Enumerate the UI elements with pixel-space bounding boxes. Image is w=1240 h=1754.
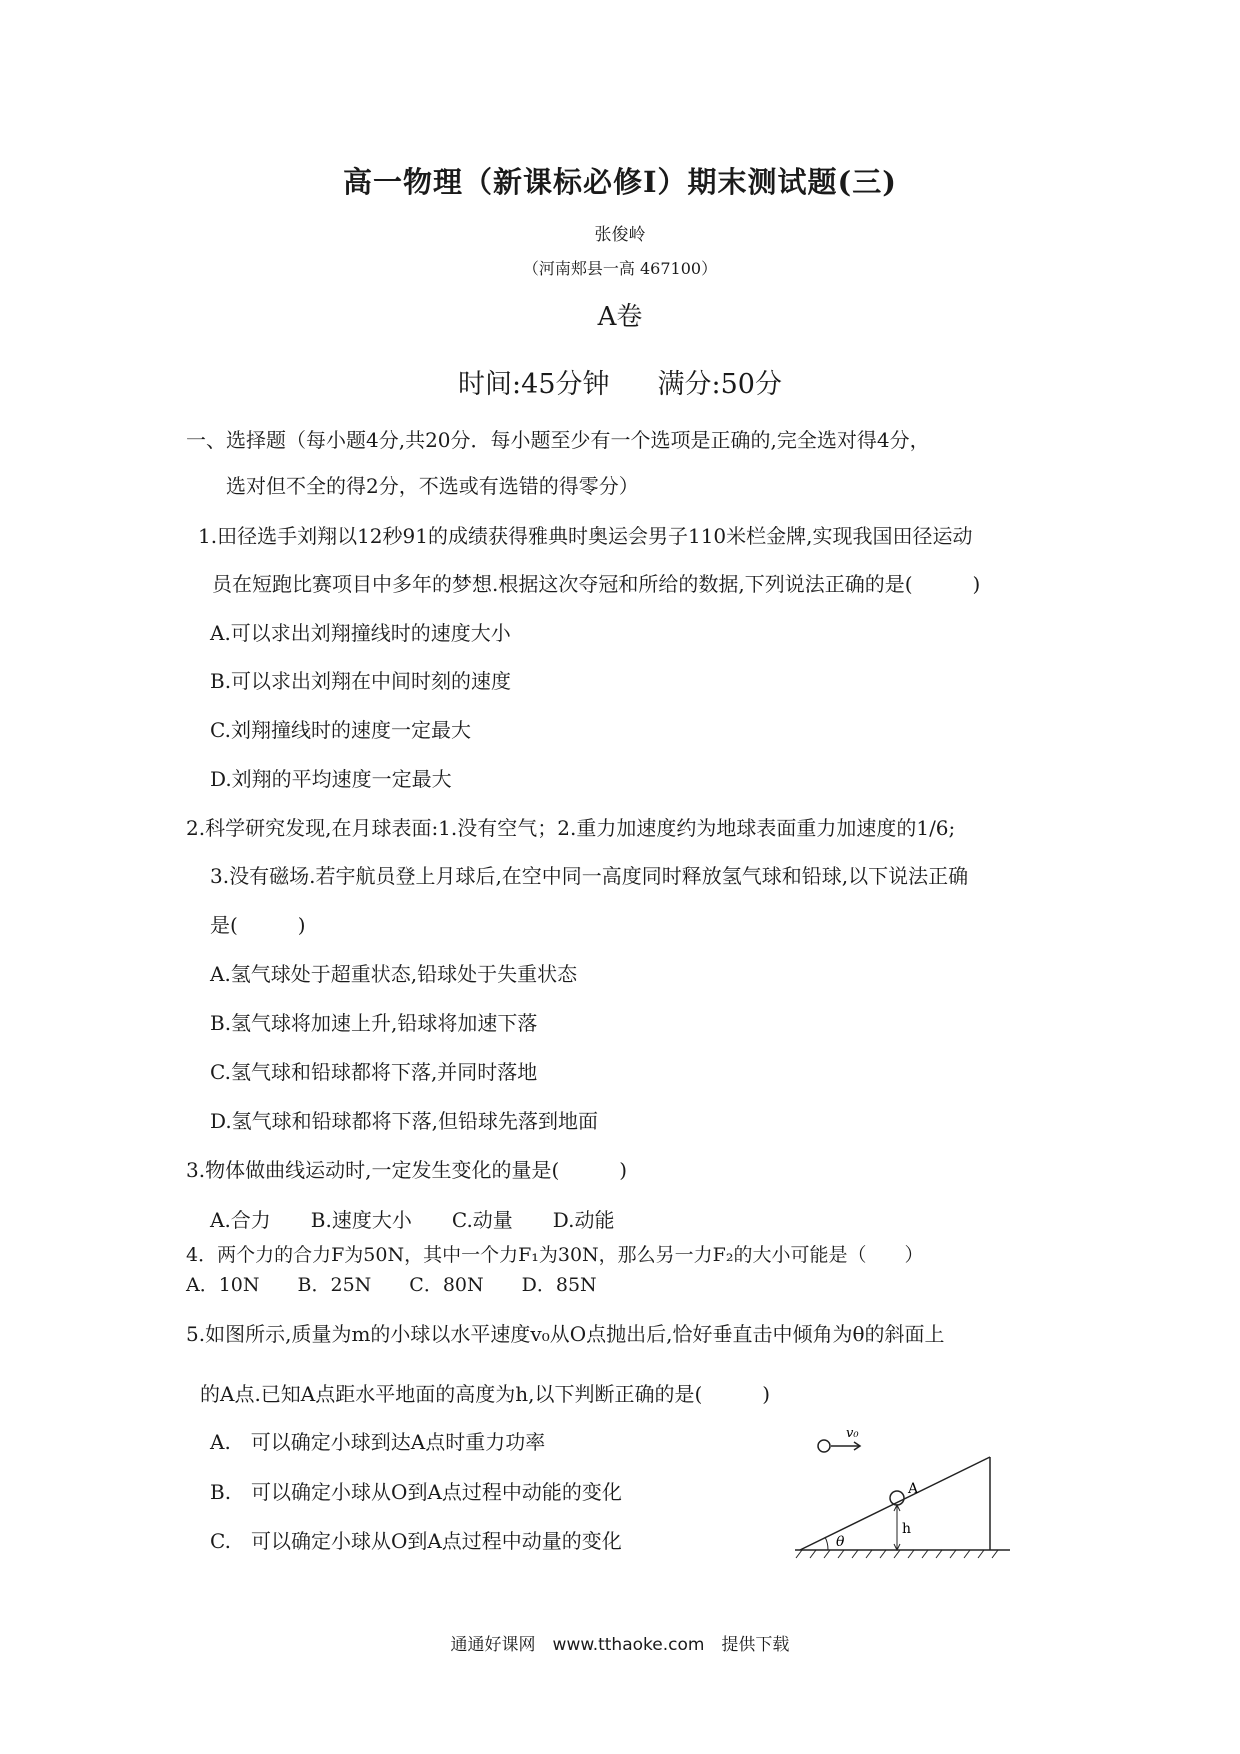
author-name: 张俊岭 <box>594 225 646 245</box>
incline-surface <box>800 1457 990 1550</box>
q1-option-b: B.可以求出刘翔在中间时刻的速度 <box>210 669 512 693</box>
q1-option-a: A.可以求出刘翔撞线时的速度大小 <box>210 621 511 645</box>
section-heading-cont: 选对但不全的得2分，不选或有选错的得零分） <box>226 474 639 498</box>
q5-option-c: C. 可以确定小球从O到A点过程中动量的变化 <box>210 1529 622 1553</box>
page-footer: 通通好课网 www.tthaoke.com 提供下载 <box>450 1635 790 1655</box>
incline-figure <box>790 1425 1030 1575</box>
q4-options: A．10N B．25N C．80N D．85N <box>186 1274 597 1296</box>
q1-option-c: C.刘翔撞线时的速度一定最大 <box>210 718 471 742</box>
point-a-label: A <box>908 1481 919 1497</box>
time-score-line <box>0 362 1240 401</box>
volume-label: A卷 <box>597 302 643 332</box>
question-2: 2.科学研究发现,在月球表面:1.没有空气；2.重力加速度约为地球表面重力加速度的1/6; <box>186 816 956 840</box>
q5-option-b: B. 可以确定小球从O到A点过程中动能的变化 <box>210 1480 622 1504</box>
section-heading: 一、选择题（每小题4分,共20分．每小题至少有一个选项是正确的,完全选对得4分， <box>186 428 930 452</box>
full-score: 满分:50分 <box>657 369 782 400</box>
exam-time: 时间:45分钟 <box>458 369 610 400</box>
ground-hatching <box>796 1550 998 1558</box>
q2-option-c: C.氢气球和铅球都将下落,并同时落地 <box>210 1060 538 1084</box>
launch-ball-icon <box>818 1440 830 1452</box>
angle-arc <box>825 1537 828 1550</box>
question-2-cont: 3.没有磁场.若宇航员登上月球后,在空中同一高度同时释放氢气球和铅球,以下说法正确 <box>210 864 969 888</box>
question-1-cont: 员在短跑比赛项目中多年的梦想.根据这次夺冠和所给的数据,下列说法正确的是( ) <box>212 572 981 596</box>
question-3: 3.物体做曲线运动时,一定发生变化的量是( ) <box>186 1158 628 1182</box>
q2-option-a: A.氢气球处于超重状态,铅球处于失重状态 <box>210 962 578 986</box>
question-2-cont2: 是( ) <box>210 913 306 937</box>
q1-option-d: D.刘翔的平均速度一定最大 <box>210 767 452 791</box>
question-1: 1.田径选手刘翔以12秒91的成绩获得雅典时奥运会男子110米栏金牌,实现我国田径运动 <box>198 524 973 548</box>
question-5-cont: 的A点.已知A点距水平地面的高度为h,以下判断正确的是( ) <box>200 1382 771 1406</box>
q3-options: A.合力 B.速度大小 C.动量 D.动能 <box>210 1208 615 1232</box>
page-title: 高一物理（新课标必修Ⅰ）期末测试题(三) <box>342 165 897 199</box>
q2-option-d: D.氢气球和铅球都将下落,但铅球先落到地面 <box>210 1109 599 1133</box>
question-4: 4．两个力的合力F为50N，其中一个力F₁为30N，那么另一力F₂的大小可能是（ ） <box>186 1244 924 1266</box>
school-info: （河南郏县一高 467100） <box>522 259 718 278</box>
q2-option-b: B.氢气球将加速上升,铅球将加速下落 <box>210 1011 538 1035</box>
v0-label: v₀ <box>846 1426 859 1441</box>
q5-option-a: A. 可以确定小球到达A点时重力功率 <box>210 1430 546 1454</box>
height-label: h <box>902 1521 912 1537</box>
question-5: 5.如图所示,质量为m的小球以水平速度v₀从O点抛出后,恰好垂直击中倾角为θ的斜面上 <box>186 1322 945 1346</box>
theta-label: θ <box>836 1534 845 1550</box>
